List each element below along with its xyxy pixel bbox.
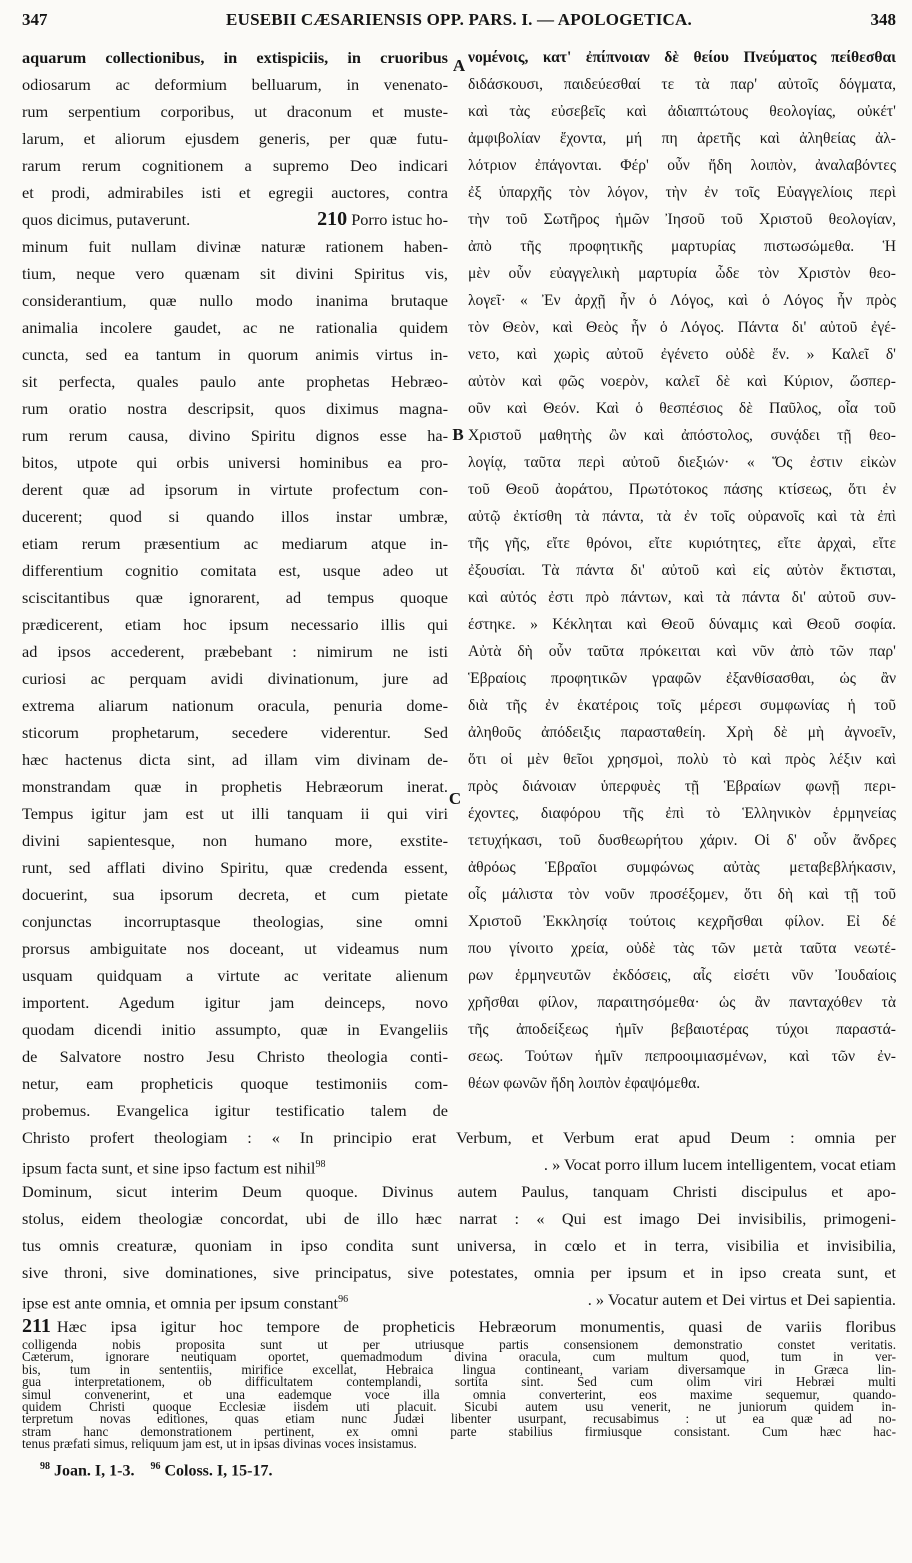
greek-line: νετο, καὶ χωρὶς αὐτοῦ ἐγένετο οὐδὲ ἕν. » Καλεῖ δ' [468,346,896,363]
footnote-text: Coloss. I, 15-17. [164,1462,273,1480]
latin-line: considerantium, quæ nullo modo inanima brutaque [22,291,448,310]
greek-line: αὐτὸν καὶ φῶς νοερὸν, καλεῖ δὲ καὶ Κύριον, ὥσπερ- [468,373,896,390]
greek-line: Αὐτὰ δὴ οὖν ταῦτα πρόκειται καὶ νῦν ἀπὸ τῶν παρ' [468,643,896,660]
greek-line: τῆς ἀποδείξεως ἡμῖν βεβαιοτέρας τύχοι παραστά- [468,1021,896,1038]
greek-line: τὸν Θεὸν, καὶ Θεὸς ἦν ὁ Λόγος. Πάντα δι' αὐτοῦ ἐγέ- [468,319,896,336]
footnote-ref: 98 [315,1159,326,1170]
greek-line: έχοντες, διαφόρου τῆς ἐπὶ τὸ Ἑλληνικὸν ἑρμηνείας [468,805,896,822]
full-line: ipsum facta sunt, et sine ipso factum est nihil [22,1158,316,1178]
full-line: simul convenerint, et una eademque voce illa omnia converterint, eos maxime sequemur, quando- [22,1387,896,1402]
full-line: Hæc ipsa igitur hoc tempore de propheticis Hebræorum monumentis, quasi de variis floribus [56,1317,896,1336]
latin-line: etiam rerum præsentium ac mediarum atque in- [22,534,448,553]
greek-line: λογίᾳ, ταῦτα περὶ αὐτοῦ διεξιών· « Ὅς ἐστιν εἰκὼν [468,454,896,471]
latin-line: et prodi, admirabiles isti et egregii auctores, contra [22,183,448,202]
full-line: quidem Christi quoque Ecclesiæ iisdem uti placuit. Sicubi autem usu venerit, ne juniorum quidem in- [22,1399,896,1414]
greek-line: έστηκε. » Κέκληται καὶ Θεοῦ δύναμις καὶ Θεοῦ σοφία. [468,616,896,633]
latin-line: rarum rerum cognitionem a supremo Deo indicari [22,156,448,175]
latin-line: ad ipsos accederent, præbebant : nimirum ne isti [22,642,448,661]
greek-line: οῦν καὶ Θεόν. Καὶ ὁ θεσπέσιος δὲ Παῦλος, οἷα τοῦ [468,400,896,417]
greek-line: καὶ τὰς εὐσεβεῖς καὶ ἀδιαπτώτους θεολογίας, οὐκέτ' [468,103,896,120]
left-page-number: 347 [22,10,48,29]
greek-line: διὰ τῆς ἐν ἑκατέροις τοῖς μέρεσι συμφωνίας ἡ τοῦ [468,697,896,714]
latin-line: importent. Agedum igitur jam deinceps, novo [22,993,448,1012]
footnote-ref: 96 [338,1294,349,1305]
greek-line: μὲν οὖν εὐαγγελικὴ μαρτυρία ὧδε τὸν Χριστὸν θεο- [468,265,896,282]
full-line-with-section [22,1313,896,1340]
latin-line: quodam dicendi initio assumpto, quæ in Evangeliis [22,1020,448,1039]
footnote-mark: 96 [150,1461,161,1472]
greek-line: ρων ἑρμηνευτῶν ἐκδόσεις, αἷς εἰσέτι νῦν Ἰουδαίοις [468,967,896,984]
margin-letter-c: C [448,789,462,808]
footnote-mark: 98 [40,1461,50,1472]
greek-line: διδάσκουσι, παιδεύεσθαί τε τὰ παρ' αὐτοῖς δόγματα, [468,76,896,93]
greek-line: τοῦ Θεοῦ ἀοράτου, Πρωτότοκος πάσης κτίσεως, ὅτι ἐν [468,481,896,498]
latin-line: netur, eam propheticis quoque testimoniis com- [22,1074,448,1093]
full-line: ipse est ante omnia, et omnia per ipsum constant [22,1293,339,1313]
latin-line: differentium cognitio comitata est, usque adeo ut [22,561,448,580]
full-line: stolus, eidem theologiæ concordat, ubi de illo hæc narrat : « Qui est imago Dei invisibilis, primogeni- [22,1209,896,1228]
greek-line: τετυχήκασι, τοῦ δυσθεωρήτου χάριν. Οἱ δ' οὖν ἄνδρες [468,832,896,849]
greek-line: καὶ αὐτός ἐστι πρὸ πάντων, καὶ τὰ πάντα δι' αὐτοῦ συν- [468,589,896,606]
full-line-tail: . » Vocat porro illum lucem intelligentem, vocat etiam [543,1155,896,1174]
greek-line: τὴν τοῦ Σωτῆρος ἡμῶν Ἰησοῦ τοῦ Χριστοῦ θεολογίαν, [468,211,896,228]
latin-line: Porro istuc ho- [351,210,448,229]
margin-letter-b: B [452,425,464,444]
latin-line: runt, sed afflati divino Spiritu, quæ credenda essent, [22,858,448,877]
section-number-211: 211 [22,1315,51,1337]
greek-line: ἀμφιβολίαν ἔχοντα, μή πη ἀρετῆς καὶ ἀληθείας ἀλ- [468,130,896,147]
full-line-with-ref [22,1151,896,1178]
greek-line: ἐξ ὑπαρχῆς τὸν λόγον, τὴν ἐν τοῖς Εὐαγγελίοις περὶ [468,184,896,201]
latin-line: conjunctas incorruptasque theologias, sine omni [22,912,448,931]
latin-line: curiosi ac perquam avidi divinationum, jure ad [22,669,448,688]
greek-line: Ἑβραίοις προφητικῶν γραφῶν ἐξανθίσασθαι, ὡς ἂν [468,670,896,687]
greek-line: ὅτι οἱ μὲν θεῖοι χρησμοὶ, πολὺ τὸ καὶ πρὸς λέξιν καὶ [468,751,896,768]
right-page-number: 348 [870,10,896,29]
full-line-tail: . » Vocatur autem et Dei virtus et Dei sapientia. [587,1290,896,1309]
greek-line: Χριστοῦ Ἐκκλησίᾳ τούτοις κεχρῆσθαι φίλον. Εἰ δέ [468,913,896,930]
greek-line: ἀπὸ τῆς προφητικῆς μαρτυρίας πιστωσώμεθα. Ἡ [468,238,896,255]
greek-line: σεως. Τούτων ἡμῖν πεπροοιμιασμένων, καὶ τῶν ἐν- [468,1048,896,1065]
greek-line: λογεῖ· « Ἐν ἀρχῇ ἦν ὁ Λόγος, καὶ ὁ Λόγος ἦν πρὸς [468,292,896,309]
latin-line: aquarum collectionibus, in extispiciis, in cruoribus [22,48,448,67]
greek-line: χρῆσθαι φίλον, παραιτησόμεθα· ὡς ἂν πανταχόθεν τὰ [468,994,896,1011]
full-line-with-ref [22,1286,896,1313]
latin-line: sticorum prophetarum, secedere viderentur. Sed [22,723,448,742]
greek-line: λότριον ἐπάγονται. Φέρ' οὖν ἤδη λοιπὸν, ἀναλαβόντες [468,157,896,174]
running-head [22,10,896,36]
greek-line: ἐξουσίαι. Τὰ πάντα δι' αὐτοῦ καὶ εἰς αὐτὸν ἔκτισται, [468,562,896,579]
full-line: gua interpretationem, ob difficultatem contemplandi, sortita sint. Sed cum olim viri Hebræi multi [22,1374,896,1389]
latin-line: minum fuit nullam divinæ naturæ rationem haben- [22,237,448,256]
latin-line: usquam quidquam a virtute ac veritate alienum [22,966,448,985]
greek-line: πρὸς διάνοιαν ὑπερφυὲς τῇ Ἑβραίων φωνῇ περι- [468,778,896,795]
full-line: tenus præfati simus, reliquum jam est, ut in ipsas divinas voces insistamus. [22,1436,417,1451]
latin-line: prorsus ambiguitate nos doceant, ut videamus num [22,939,448,958]
latin-line: monstrandam quæ in prophetis Hebræorum inerat. [22,777,448,796]
latin-line: divini sapientesque, non humano more, exstite- [22,831,448,850]
latin-line: quos dicimus, putaverunt. [22,210,191,229]
greek-line: ἀληθοῦς ἀπόδειξις παρασταθείη. Χρὴ δὲ μὴ ἀγνοεῖν, [468,724,896,741]
latin-line: cuncta, sed ea tantum in quorum animis virtus in- [22,345,448,364]
latin-line: animalia incolere gaudet, ac ne rationalia quidem [22,318,448,337]
latin-line: rum serpentium corporibus, ut draconum et muste- [22,102,448,121]
latin-line-with-section [22,206,448,233]
full-line: Christo profert theologiam : « In principio erat Verbum, et Verbum erat apud Deum : omnia per [22,1128,896,1147]
latin-line: de Salvatore nostro Jesu Christo theologia conti- [22,1047,448,1066]
margin-letter-a: A [452,56,466,75]
latin-line: hæc hactenus dicta sint, ad illam vim divinam de- [22,750,448,769]
full-line: tus omnis creaturæ, quoniam in ipso condita sunt universa, in cœlo et in terra, visibilia et invisibilia, [22,1236,896,1255]
latin-line: odiosarum ac deformium belluarum, in venenato- [22,75,448,94]
full-line: Cæterum, ignorare neutiquam oportet, quemadmodum divina oracula, cum multum quod, tum in ver- [22,1349,896,1364]
full-line: stram hanc demonstrationem pertinent, ex omni parte stabilius firmiusque consistant. Cum hæc hac- [22,1424,896,1439]
running-title: EUSEBII CÆSARIENSIS OPP. PARS. I. — APOLOGETICA. [226,10,692,29]
latin-line: sciscitantibus quæ ignorarent, ad tempus quoque [22,588,448,607]
latin-line: tium, neque vero quænam sit divini Spiritus vis, [22,264,448,283]
greek-line: αὐτῷ ἐκτίσθη τὰ πάντα, τὰ ἐν τοῖς οὐρανοῖς καὶ τὰ ἐπὶ [468,508,896,525]
section-number-210: 210 [317,208,348,230]
latin-line: rum rerum causa, divino Spiritu dignos esse ha- [22,426,448,445]
latin-line: docuerint, sua ipsorum decreta, et cum pietate [22,885,448,904]
greek-line: νομένοις, κατ' ἐπίπνοιαν δὲ θείου Πνεύματος πείθεσθαι [468,49,896,66]
latin-line: Tempus igitur jam est ut illi tanquam ii qui viri [22,804,448,823]
latin-line: ducerent; quod si quando illos instar umbræ, [22,507,448,526]
greek-line: ἀθρόως Ἑβραῖοι συμφώνως αὐτὰς μεταβεβλήκασιν, [468,859,896,876]
greek-line: οἷς μάλιστα τὸν νοῦν προσέξομεν, ὅτι δὴ καὶ τῇ τοῦ [468,886,896,903]
latin-line: extrema aliarum nationum oracula, penuria dome- [22,696,448,715]
latin-line: larum, et aliorum ejusdem generis, per quæ futu- [22,129,448,148]
latin-line: bitos, utpote qui orbis universi hominibus ea pro- [22,453,448,472]
footnotes [40,1461,272,1480]
latin-line: derent quæ ad ipsorum in virtute profectum con- [22,480,448,499]
greek-line: που γίνοιτο χρεία, οὐδὲ τὰς τῶν μετὰ ταῦτα νεωτέ- [468,940,896,957]
full-line: colligenda nobis proposita sunt ut per utriusque partis consensionem demonstratio constet veritatis. [22,1337,896,1352]
latin-line: probemus. Evangelica igitur testificatio talem de [22,1101,448,1120]
footnote-text: Joan. I, 1-3. [54,1462,135,1480]
greek-line: τῆς γῆς, εἴτε θρόνοι, εἴτε κυριότητες, εἴτε ἀρχαὶ, εἴτε [468,535,896,552]
latin-line: sit perfecta, quales paulo ante prophetas Hebræo- [22,372,448,391]
latin-line: rum oratio nostra descripsit, quos diximus magna- [22,399,448,418]
full-line: sive throni, sive dominationes, sive principatus, sive potestates, omnia per ipsum et in ipso creata sunt, et [22,1263,896,1282]
full-line: Dominum, sicut interim Deum quoque. Divinus autem Paulus, tanquam Christi discipulus et apo- [22,1182,896,1201]
greek-line: θέων φωνῶν ἤδη λοιπὸν ἐφαψόμεθα. [468,1075,701,1092]
full-line: terpretum novas editiones, quas etiam nunc Judæi libenter usurpant, recusabimus : ut ea quæ ad no- [22,1411,896,1426]
latin-line: prædicerent, etiam hoc ipsum necessario illis qui [22,615,448,634]
greek-line: Χριστοῦ μαθητὴς ὢν καὶ ἀπόστολος, συνᾴδει τῇ θεο- [468,427,896,444]
full-line: bis, tum in sententiis, mirifice excellat, Hebraica lingua contineant, variam diversamque in Græca lin- [22,1362,896,1377]
